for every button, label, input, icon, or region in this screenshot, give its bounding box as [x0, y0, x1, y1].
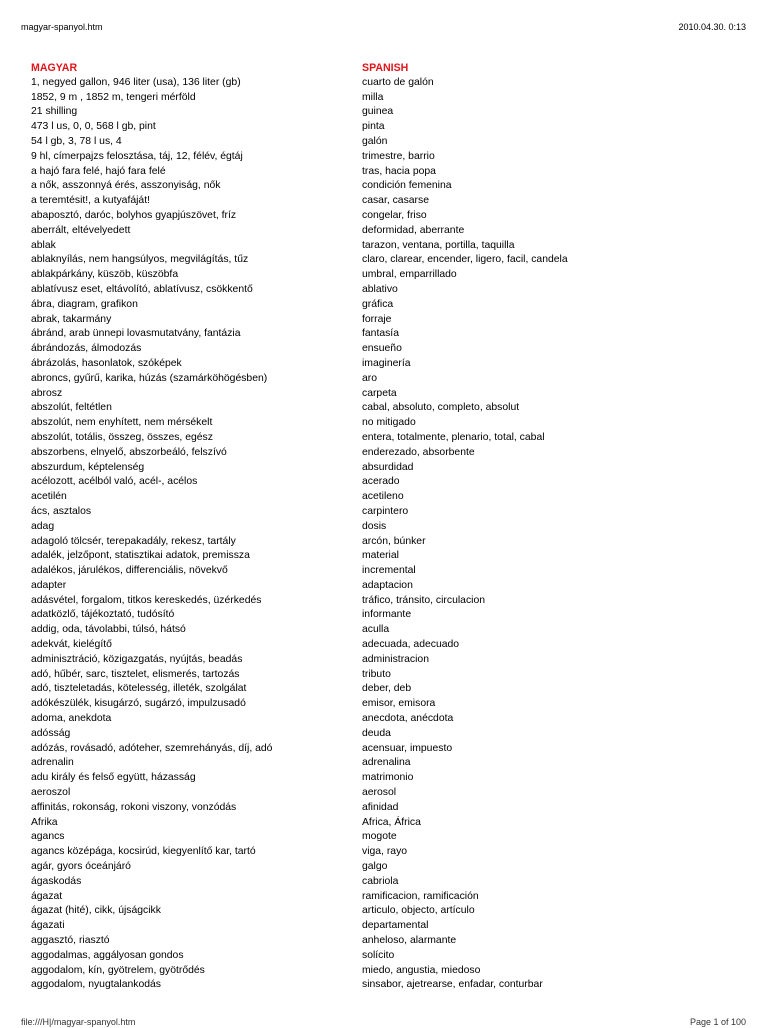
magyar-entry-list: [31, 76, 351, 993]
magyar-entry: abroncs, gyűrű, karika, húzás (szamárköhögésben): [31, 372, 268, 384]
spanish-entry: casar, casarse: [362, 195, 429, 207]
magyar-entry: abszolút, feltétlen: [31, 402, 112, 414]
magyar-column-header: MAGYAR: [31, 62, 78, 74]
magyar-entry: ács, asztalos: [31, 505, 92, 517]
spanish-entry: absurdidad: [362, 461, 414, 473]
spanish-entry: matrimonio: [362, 772, 414, 784]
spanish-entry: incremental: [362, 565, 416, 577]
magyar-entry: agancs: [31, 831, 65, 843]
magyar-entry: ábránd, arab ünnepi lovasmutatvány, fantázia: [31, 328, 241, 340]
magyar-entry: ablatívusz eset, eltávolító, ablatívusz, csökkentő: [31, 283, 253, 295]
spanish-entry: tras, hacia popa: [362, 165, 436, 177]
spanish-entry: departamental: [362, 920, 429, 932]
page-footer: [0, 1016, 768, 1028]
spanish-entry: claro, clarear, encender, ligero, facil, candela: [362, 254, 568, 266]
magyar-entry: aberrált, eltévelyedett: [31, 224, 131, 236]
magyar-entry: ágazati: [31, 920, 65, 932]
magyar-entry: aggodalom, kín, gyötrelem, gyötrődés: [31, 964, 205, 976]
magyar-entry: abrak, takarmány: [31, 313, 112, 325]
spanish-entry: carpintero: [362, 505, 409, 517]
spanish-entry: trimestre, barrio: [362, 150, 435, 162]
magyar-entry: acélozott, acélból való, acél-, acélos: [31, 476, 198, 488]
magyar-entry: Afrika: [31, 816, 58, 828]
magyar-entry: aeroszol: [31, 787, 71, 799]
magyar-entry: ablaknyílás, nem hangsúlyos, megvilágítás, tűz: [31, 254, 249, 266]
spanish-column: [362, 61, 742, 993]
spanish-entry: cabriola: [362, 875, 399, 887]
magyar-entry: adókészülék, kisugárzó, sugárzó, impulzusadó: [31, 698, 246, 710]
spanish-entry: fantasía: [362, 328, 399, 340]
spanish-column-header: SPANISH: [362, 62, 409, 74]
spanish-entry: tráfico, tránsito, circulacion: [362, 594, 486, 606]
spanish-entry: anheloso, alarmante: [362, 935, 457, 947]
spanish-entry: cuarto de galón: [362, 76, 434, 88]
spanish-entry: acerado: [362, 476, 400, 488]
magyar-entry: agár, gyors óceánjáró: [31, 861, 131, 873]
magyar-entry: ábrázolás, hasonlatok, szóképek: [31, 357, 182, 369]
magyar-entry: adagoló tölcsér, terepakadály, rekesz, tartály: [31, 535, 236, 547]
spanish-entry: imaginería: [362, 357, 411, 369]
magyar-entry: agancs középága, kocsirúd, kiegyenlítő kar, tartó: [31, 846, 256, 858]
magyar-entry: adatközlő, tájékoztató, tudósító: [31, 609, 175, 621]
spanish-entry: cabal, absoluto, completo, absolut: [362, 402, 520, 414]
magyar-entry: 21 shilling: [31, 106, 78, 118]
magyar-entry: affinitás, rokonság, rokoni viszony, vonzódás: [31, 801, 237, 813]
page-header: [21, 20, 746, 34]
magyar-entry: ábra, diagram, grafikon: [31, 298, 138, 310]
magyar-entry: adu király és felső együtt, házasság: [31, 772, 196, 784]
spanish-entry: congelar, friso: [362, 209, 427, 221]
spanish-entry: condición femenina: [362, 180, 452, 192]
magyar-entry: abaposztó, daróc, bolyhos gyapjúszövet, fríz: [31, 209, 237, 221]
magyar-column: [31, 61, 351, 993]
spanish-entry: guinea: [362, 106, 394, 118]
spanish-entry: solícito: [362, 949, 395, 961]
spanish-entry: acetileno: [362, 491, 404, 503]
magyar-entry: ágazat: [31, 890, 63, 902]
magyar-entry: abszolút, nem enyhített, nem mérsékelt: [31, 417, 213, 429]
spanish-entry: umbral, emparrillado: [362, 269, 457, 281]
spanish-entry: emisor, emisora: [362, 698, 436, 710]
spanish-entry: enderezado, absorbente: [362, 446, 475, 458]
footer-page-number: Page 1 of 100: [689, 1017, 746, 1027]
magyar-entry: abszolút, totális, összeg, összes, egész: [31, 431, 213, 443]
magyar-entry: 473 l us, 0, 0, 568 l gb, pint: [31, 121, 156, 133]
magyar-entry: abszurdum, képtelenség: [31, 461, 145, 473]
magyar-entry: 54 l gb, 3, 78 l us, 4: [31, 135, 122, 147]
spanish-entry-list: [362, 76, 742, 993]
magyar-entry: aggasztó, riasztó: [31, 935, 110, 947]
magyar-entry: ágaskodás: [31, 875, 82, 887]
magyar-entry: adósság: [31, 727, 71, 739]
magyar-entry: adózás, rovásadó, adóteher, szemrehányás, díj, adó: [31, 742, 273, 754]
spanish-entry: informante: [362, 609, 412, 621]
spanish-entry: galgo: [362, 861, 388, 873]
spanish-entry: sinsabor, ajetrearse, enfadar, conturbar: [362, 979, 543, 991]
spanish-entry: aerosol: [362, 787, 397, 799]
magyar-entry: adalék, jelzőpont, statisztikai adatok, premissza: [31, 550, 250, 562]
spanish-entry: mogote: [362, 831, 397, 843]
file-name: magyar-spanyol.htm: [21, 22, 103, 32]
magyar-entry: adag: [31, 520, 55, 532]
magyar-entry: adoma, anekdota: [31, 713, 112, 725]
spanish-entry: deuda: [362, 727, 391, 739]
magyar-entry: aggodalmas, aggályosan gondos: [31, 949, 184, 961]
spanish-entry: adrenalina: [362, 757, 411, 769]
spanish-entry: administracion: [362, 653, 429, 665]
spanish-entry: deber, deb: [362, 683, 412, 695]
spanish-entry: afinidad: [362, 801, 399, 813]
spanish-entry: Africa, África: [362, 816, 421, 828]
magyar-entry: adó, tiszteletadás, kötelesség, illeték, szolgálat: [31, 683, 247, 695]
spanish-entry: material: [362, 550, 399, 562]
spanish-entry: carpeta: [362, 387, 397, 399]
timestamp: 2010.04.30. 0:13: [678, 22, 746, 32]
magyar-entry: adó, hűbér, sarc, tisztelet, elismerés, tartozás: [31, 668, 240, 680]
magyar-entry: adalékos, járulékos, differenciális, növekvő: [31, 565, 228, 577]
magyar-entry: abszorbens, elnyelő, abszorbeáló, felszívó: [31, 446, 227, 458]
spanish-entry: pinta: [362, 121, 385, 133]
magyar-entry: 1852, 9 m , 1852 m, tengeri mérföld: [31, 91, 196, 103]
magyar-entry: 9 hl, címerpajzs felosztása, táj, 12, félév, égtáj: [31, 150, 243, 162]
spanish-entry: galón: [362, 135, 388, 147]
spanish-entry: anecdota, anécdota: [362, 713, 454, 725]
footer-path: file:///H|/magyar-spanyol.htm: [21, 1017, 136, 1027]
spanish-entry: miedo, angustia, miedoso: [362, 964, 481, 976]
spanish-entry: arcón, búnker: [362, 535, 426, 547]
magyar-entry: ablakpárkány, küszöb, küszöbfa: [31, 269, 179, 281]
magyar-entry: a teremtésit!, a kutyafáját!: [31, 195, 150, 207]
magyar-entry: addig, oda, távolabbi, túlsó, hátsó: [31, 624, 186, 636]
magyar-entry: adrenalin: [31, 757, 74, 769]
magyar-entry: adapter: [31, 579, 67, 591]
spanish-entry: ramificacion, ramificación: [362, 890, 479, 902]
spanish-entry: ablativo: [362, 283, 398, 295]
spanish-entry: tributo: [362, 668, 391, 680]
spanish-entry: tarazon, ventana, portilla, taquilla: [362, 239, 515, 251]
magyar-entry: adekvát, kielégítő: [31, 639, 112, 651]
spanish-entry: aro: [362, 372, 378, 384]
magyar-entry: adminisztráció, közigazgatás, nyújtás, beadás: [31, 653, 243, 665]
spanish-entry: milla: [362, 91, 384, 103]
spanish-entry: gráfica: [362, 298, 394, 310]
spanish-entry: articulo, objecto, artículo: [362, 905, 475, 917]
spanish-entry: entera, totalmente, plenario, total, cabal: [362, 431, 545, 443]
magyar-entry: 1, negyed gallon, 946 liter (usa), 136 liter (gb): [31, 76, 241, 88]
spanish-entry: deformidad, aberrante: [362, 224, 465, 236]
spanish-entry: aculla: [362, 624, 390, 636]
magyar-entry: abrosz: [31, 387, 63, 399]
spanish-entry: viga, rayo: [362, 846, 408, 858]
magyar-entry: ábrándozás, álmodozás: [31, 343, 142, 355]
spanish-entry: adaptacion: [362, 579, 413, 591]
magyar-entry: adásvétel, forgalom, titkos kereskedés, üzérkedés: [31, 594, 262, 606]
magyar-entry: ágazat (hité), cikk, újságcikk: [31, 905, 161, 917]
spanish-entry: adecuada, adecuado: [362, 639, 460, 651]
spanish-entry: dosis: [362, 520, 387, 532]
spanish-entry: ensueño: [362, 343, 402, 355]
spanish-entry: no mitigado: [362, 417, 416, 429]
magyar-entry: a hajó fara felé, hajó fara felé: [31, 165, 166, 177]
magyar-entry: a nők, asszonnyá érés, asszonyiság, nők: [31, 180, 221, 192]
magyar-entry: acetilén: [31, 491, 67, 503]
magyar-entry: ablak: [31, 239, 56, 251]
spanish-entry: acensuar, impuesto: [362, 742, 453, 754]
magyar-entry: aggodalom, nyugtalankodás: [31, 979, 161, 991]
spanish-entry: forraje: [362, 313, 392, 325]
